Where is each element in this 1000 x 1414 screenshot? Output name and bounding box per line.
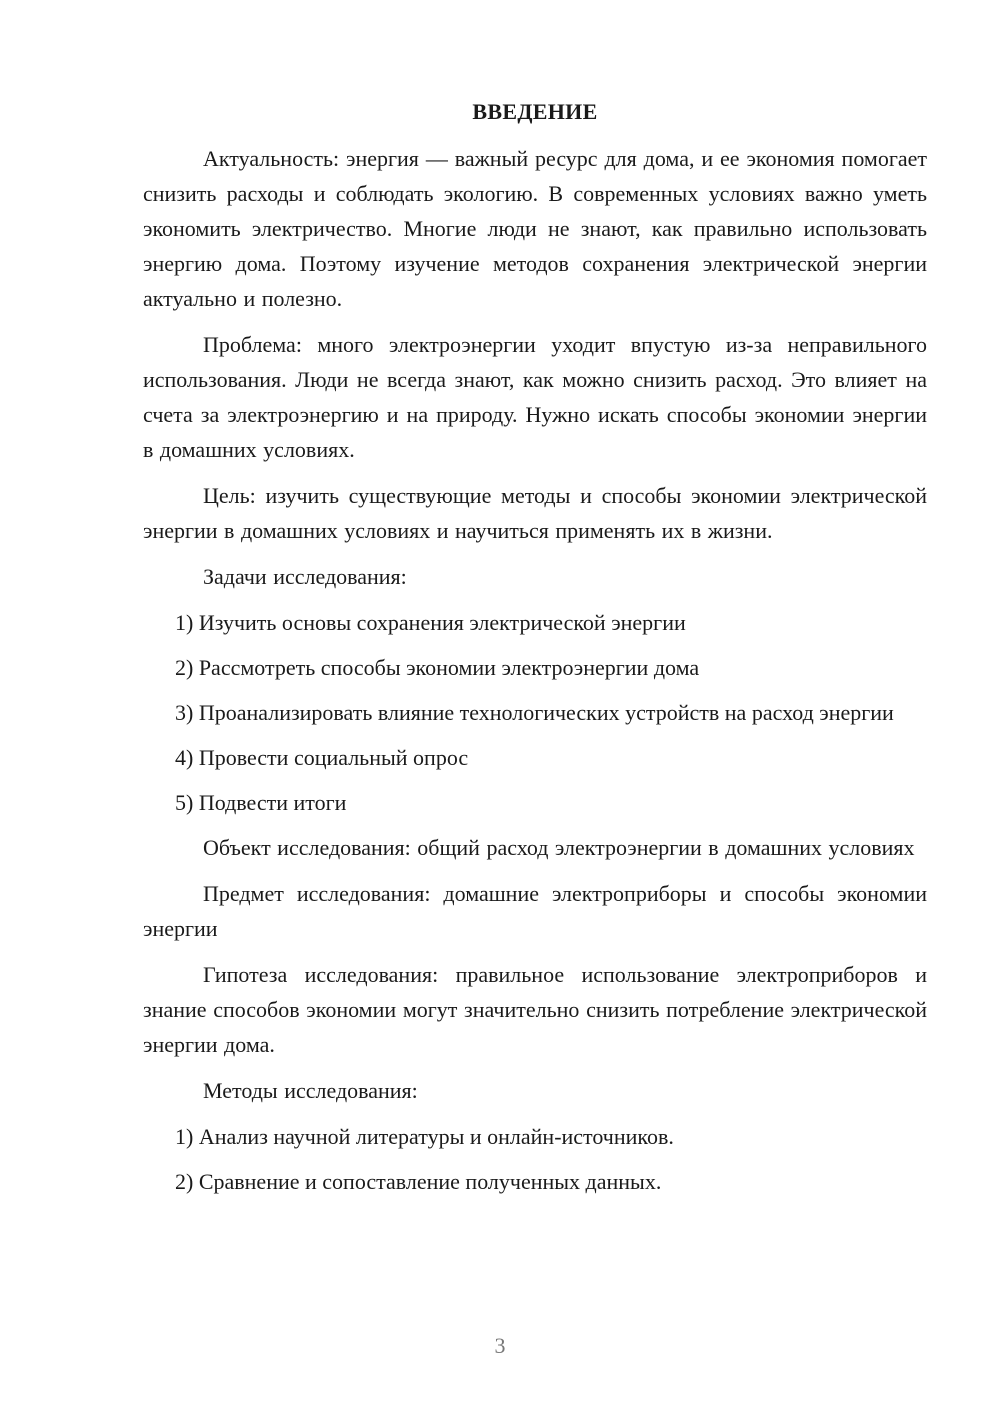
object-paragraph: Объект исследования: общий расход электроэнергии в домашних условиях	[203, 835, 915, 860]
methods-heading: Методы исследования:	[203, 1078, 418, 1103]
subject-paragraph: Предмет исследования: домашние электроприборы и способы экономии энергии	[143, 881, 927, 941]
hypothesis-paragraph: Гипотеза исследования: правильное использование электроприборов и знание способов экономии могут значительно снизить потребление электрической энергии дома.	[143, 962, 927, 1057]
task-item: 5) Подвести итоги	[175, 790, 347, 815]
task-item: 4) Провести социальный опрос	[175, 745, 469, 770]
problem-paragraph: Проблема: много электроэнергии уходит впустую из-за неправильного использования. Люди не всегда знают, как можно снизить расход. Это влияет на счета за электроэнергию и на природу. Нужно искать способы экономии энергии в домашних условиях.	[143, 332, 927, 462]
task-item: 2) Рассмотреть способы экономии электроэнергии дома	[175, 655, 700, 680]
tasks-heading: Задачи исследования:	[203, 564, 407, 589]
relevance-paragraph: Актуальность: энергия — важный ресурс для дома, и ее экономия помогает снизить расходы и соблюдать экологию. В современных условиях важно уметь экономить электричество. Многие люди не знают, как правильно использовать энергию дома. Поэтому изучение методов сохранения электрической энергии актуально и полезно.	[143, 146, 927, 311]
method-item: 2) Сравнение и сопоставление полученных данных.	[175, 1169, 662, 1194]
method-item: 1) Анализ научной литературы и онлайн-источников.	[175, 1124, 674, 1149]
page-number: 3	[494, 1333, 506, 1358]
goal-paragraph: Цель: изучить существующие методы и способы экономии электрической энергии в домашних условиях и научиться применять их в жизни.	[143, 483, 927, 543]
task-item: 3) Проанализировать влияние технологических устройств на расход энергии	[175, 700, 894, 725]
page-title: ВВЕДЕНИЕ	[472, 99, 598, 124]
task-item: 1) Изучить основы сохранения электрической энергии	[175, 610, 686, 635]
document-body	[143, 94, 927, 1209]
